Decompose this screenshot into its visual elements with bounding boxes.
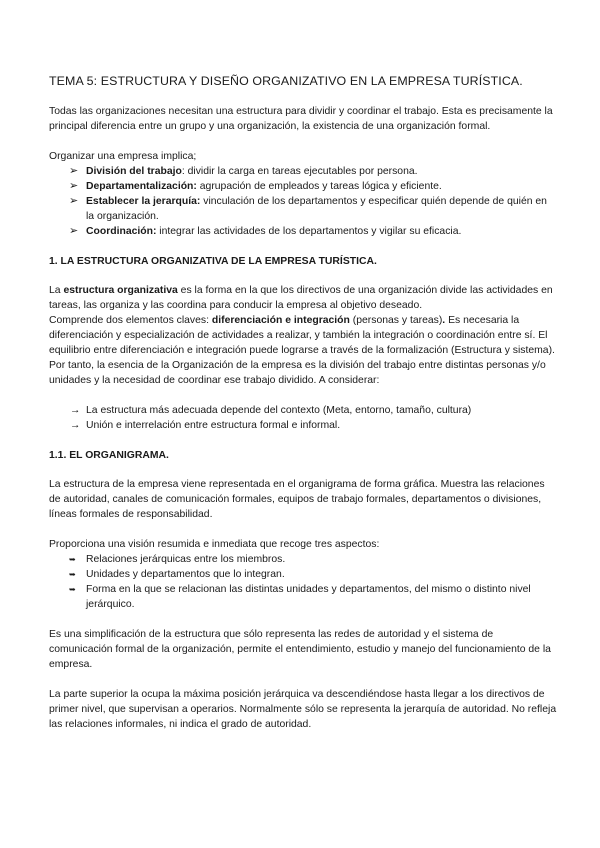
list-item: ➢ División del trabajo: dividir la carga en tareas ejecutables por persona. bbox=[69, 165, 418, 177]
list-item: → Unión e interrelación entre estructura formal e informal. bbox=[70, 420, 341, 431]
section-1-paragraph-3: Por tanto, la esencia de la Organización de la empresa es la división del trabajo entre distintas personas y/o unidades y la necesidad de coordinar ese trabajo dividido. A considerar: bbox=[49, 360, 546, 386]
intro-paragraph: Todas las organizaciones necesitan una estructura para dividir y coordinar el trabajo. Esta es precisamente la principal diferencia entre un grupo y una organización, la existencia de una organización formal. bbox=[49, 106, 553, 132]
section-1-paragraph-2: Comprende dos elementos claves: diferenciación e integración (personas y tareas). Es necesaria la diferenciación y especialización de actividades a realizar, y también la integración o coordinación entre sí. El equilibrio entre diferenciación e integración puede lograrse a través de la formalización (Estructura y sistema). bbox=[49, 315, 555, 356]
right-arrow-icon: → bbox=[70, 420, 81, 431]
section-1-1-heading: 1.1. EL ORGANIGRAMA. bbox=[49, 450, 169, 461]
list-item: ➥ Forma en la que se relacionan las distintas unidades y departamentos, del mismo o distinto nivel jerárquico. bbox=[69, 584, 531, 610]
arrowhead-bullet-icon: ➢ bbox=[69, 195, 79, 207]
curved-arrow-bullet-icon: ➥ bbox=[69, 570, 76, 579]
curved-arrow-bullet-icon: ➥ bbox=[69, 555, 76, 564]
section-1-1-paragraph-4: La parte superior la ocupa la máxima posición jerárquica va descendiéndose hasta llegar a los directivos de primer nivel, que supervisan a operarios. Normalmente sólo se representa la jerarquía de autoridad. No refleja las relaciones informales, ni indica el grado de autoridad. bbox=[49, 689, 557, 730]
arrowhead-bullet-icon: ➢ bbox=[69, 225, 79, 237]
section-1-1-paragraph-1: La estructura de la empresa viene representada en el organigrama de forma gráfica. Muestra las relaciones de autoridad, canales de comunicación formales, equipos de trabajo formales, departamentos o divisiones, líneas formales de responsabilidad. bbox=[49, 479, 545, 520]
right-arrow-icon: → bbox=[70, 405, 81, 416]
document-title: TEMA 5: ESTRUCTURA Y DISEÑO ORGANIZATIVO EN LA EMPRESA TURÍSTICA. bbox=[49, 74, 523, 88]
organize-lead: Organizar una empresa implica; bbox=[49, 151, 197, 162]
document-page bbox=[49, 73, 557, 747]
list-item: ➢ Coordinación: integrar las actividades de los departamentos y vigilar su eficacia. bbox=[69, 225, 462, 237]
list-item: ➢ Departamentalización: agrupación de empleados y tareas lógica y eficiente. bbox=[69, 180, 442, 192]
section-1-heading: 1. LA ESTRUCTURA ORGANIZATIVA DE LA EMPRESA TURÍSTICA. bbox=[49, 256, 377, 267]
list-item: → La estructura más adecuada depende del contexto (Meta, entorno, tamaño, cultura) bbox=[70, 405, 472, 416]
section-1-1-paragraph-3: Es una simplificación de la estructura que sólo representa las redes de autoridad y el sistema de comunicación formal de la organización, permite el entendimiento, estudio y manejo del funcionamiento de la empresa. bbox=[49, 629, 551, 670]
organize-list bbox=[49, 164, 557, 239]
arrowhead-bullet-icon: ➢ bbox=[69, 165, 79, 177]
section-1-1-paragraph-2: Proporciona una visión resumida e inmediata que recoge tres aspectos: bbox=[49, 539, 380, 550]
section-1-1-list bbox=[49, 552, 557, 612]
list-item: ➢ Establecer la jerarquía: vinculación de los departamentos y especificar quién depende de quién en la organización. bbox=[69, 195, 547, 222]
section-1-paragraph-1: La estructura organizativa es la forma en la que los directivos de una organización divide las actividades en tareas, las organiza y las coordina para conducir la empresa al objetivo deseado. bbox=[49, 285, 553, 311]
arrowhead-bullet-icon: ➢ bbox=[69, 180, 79, 192]
list-item: ➥ Relaciones jerárquicas entre los miembros. bbox=[69, 554, 286, 565]
section-1-list bbox=[49, 403, 557, 433]
curved-arrow-bullet-icon: ➥ bbox=[69, 585, 76, 594]
list-item: ➥ Unidades y departamentos que lo integran. bbox=[69, 569, 285, 580]
